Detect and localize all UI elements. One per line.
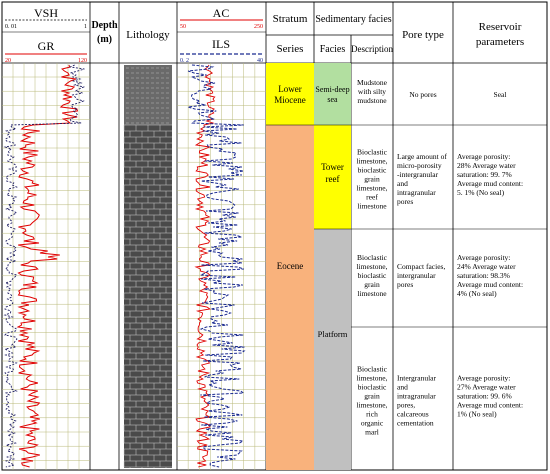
reservoir-cell: Average porosity: 27% Average water saturation: 99. 6% Average mud content: 1% (No seal) xyxy=(457,373,524,419)
description-cells xyxy=(356,78,523,437)
series-title: Series xyxy=(276,43,304,55)
series-lower-miocene-line2: Miocene xyxy=(274,95,306,105)
vsh-curve xyxy=(5,65,84,467)
series-eocene-label: Eocene xyxy=(276,261,304,271)
description-cell: Bioclastic limestone, bioclastic grain limestone, reef limestone xyxy=(356,147,388,211)
facies-semi-deep-sea-block xyxy=(314,63,351,125)
facies-semi-deep-line2: sea xyxy=(327,95,338,104)
facies-platform-label: Platform xyxy=(317,329,348,339)
ils-label: ILS xyxy=(212,37,230,51)
pore-type-cell: Compact facies, intergranular pores xyxy=(397,262,446,289)
series-eocene-block xyxy=(266,125,314,470)
lithology-title: Lithology xyxy=(126,29,170,41)
reservoir-cell: Average porosity: 28% Average water saturation: 99. 7% Average mud content: 5. 1% (No seal) xyxy=(457,152,524,197)
series-lower-miocene-block xyxy=(266,63,314,125)
description-cell: Mudstone with silty mudstone xyxy=(357,78,387,105)
depth-unit: (m) xyxy=(97,34,112,45)
depth-title: Depth xyxy=(91,20,118,31)
sedimentary-facies-title: Sedimentary facies xyxy=(315,14,392,25)
pore-type-cell: Intergranular and intragranular pores, calcareous cementation xyxy=(397,373,437,428)
ac-curve xyxy=(196,65,215,467)
vsh-label: VSH xyxy=(33,6,59,20)
vsh-max: 1 xyxy=(84,24,87,30)
facies-semi-deep-line1: Semi-deep xyxy=(315,85,350,94)
ac-max: 250 xyxy=(254,24,263,30)
pore-type-title: Pore type xyxy=(402,29,444,41)
facies-title: Facies xyxy=(319,44,346,55)
facies-tower-line1: Tower xyxy=(321,162,344,172)
reservoir-title-2: parameters xyxy=(475,36,525,48)
ac-label: AC xyxy=(212,6,230,20)
facies-tower-line2: reef xyxy=(325,174,340,184)
ils-min: 0. 2 xyxy=(180,58,189,64)
gr-label: GR xyxy=(37,39,55,53)
ils-curve xyxy=(188,65,244,467)
description-title: Description xyxy=(351,44,393,54)
description-cell: Bioclastic limestone, bioclastic grain limestone, rich organic marl xyxy=(356,364,388,437)
ac-min: 50 xyxy=(180,24,186,30)
facies-platform-block xyxy=(314,229,351,470)
description-cell: Bioclastic limestone, bioclastic grain limestone xyxy=(356,253,388,298)
reservoir-cell: Seal xyxy=(493,90,507,99)
reservoir-title-1: Reservoir xyxy=(478,21,522,33)
gr-max: 120 xyxy=(78,58,87,64)
ils-max: 40 xyxy=(257,58,263,64)
pore-type-cell: Large amount of micro-porosity -intergranular and intragranular pores xyxy=(397,152,447,206)
vsh-min: 0. 01 xyxy=(5,24,17,30)
gr-min: 20 xyxy=(5,58,11,64)
gr-curve xyxy=(18,65,78,467)
reservoir-cell: Average porosity: 24% Average water saturation: 98.3% Average mud content: 4% (No seal) xyxy=(457,253,524,298)
stratum-title: Stratum xyxy=(272,13,308,25)
pore-type-cell: No pores xyxy=(409,90,437,99)
mudstone-body xyxy=(124,65,172,125)
lithology-column xyxy=(124,65,172,468)
series-lower-miocene-line1: Lower xyxy=(278,84,302,94)
